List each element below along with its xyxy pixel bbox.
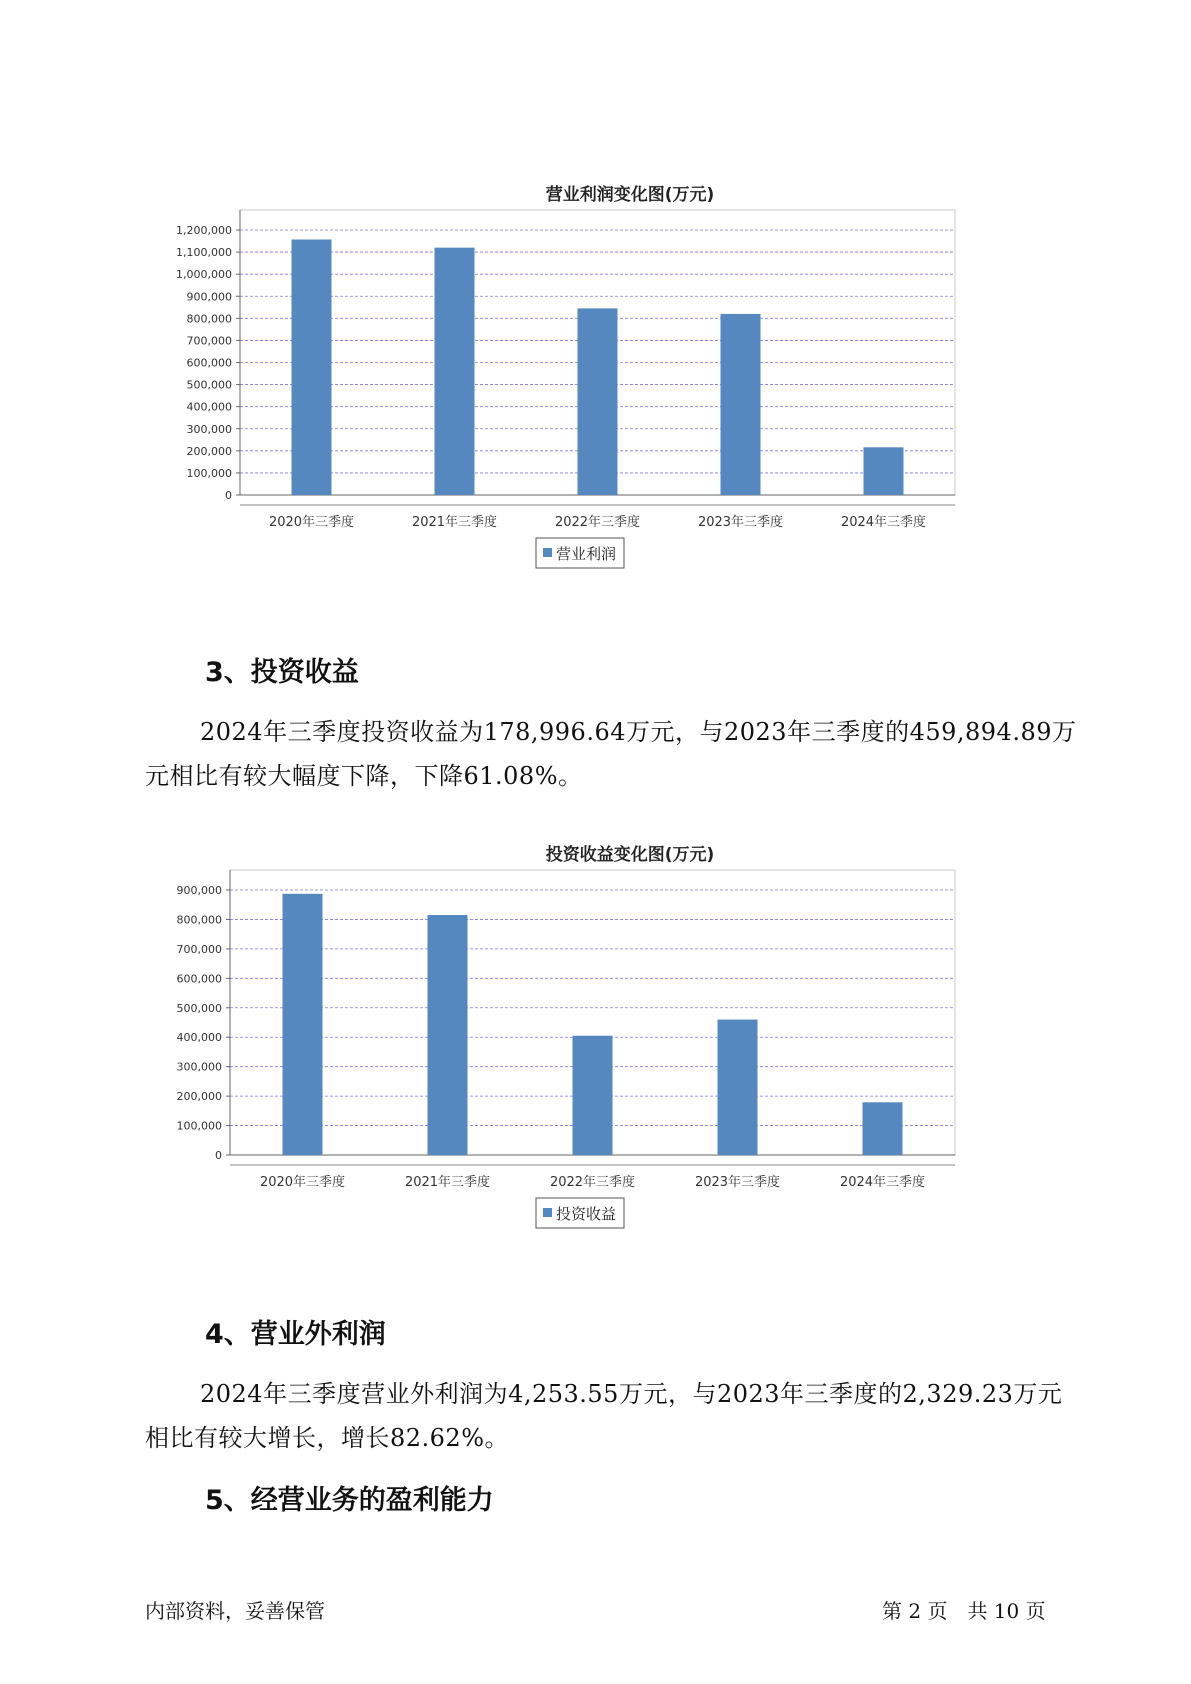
y-tick-label: 400,000 xyxy=(186,400,232,414)
bar xyxy=(573,1036,613,1155)
bar xyxy=(718,1020,758,1155)
y-tick-label: 200,000 xyxy=(176,1090,222,1104)
section-5-heading: 5、经营业务的盈利能力 xyxy=(205,1485,494,1516)
section-3-paragraph: 2024年三季度投资收益为178,996.64万元，与2023年三季度的459,894.89万元相比有较大幅度下降，下降61.08%。 xyxy=(145,718,1077,790)
y-tick-label: 800,000 xyxy=(186,312,232,326)
bar xyxy=(292,239,332,495)
operating-profit-chart xyxy=(160,170,1040,620)
x-category-label: 2023年三季度 xyxy=(697,515,784,530)
y-tick-label: 100,000 xyxy=(186,466,232,480)
chart-title: 投资收益变化图(万元) xyxy=(545,845,715,865)
legend-swatch xyxy=(543,548,552,557)
y-tick-label: 900,000 xyxy=(176,884,222,897)
y-tick-label: 900,000 xyxy=(186,290,232,304)
y-tick-label: 300,000 xyxy=(186,422,232,436)
y-tick-label: 200,000 xyxy=(186,444,232,458)
section-4-heading: 4、营业外利润 xyxy=(205,1319,386,1350)
legend xyxy=(536,538,624,568)
y-tick-label: 700,000 xyxy=(176,942,222,956)
x-category-label: 2022年三季度 xyxy=(554,515,641,530)
y-tick-label: 0 xyxy=(215,1149,222,1162)
bar xyxy=(863,1102,903,1155)
y-tick-label: 1,000,000 xyxy=(176,268,232,282)
legend-label: 营业利润 xyxy=(556,545,617,563)
y-tick-label: 300,000 xyxy=(176,1060,222,1074)
operating-profit-chart-svg xyxy=(160,170,1040,620)
y-tick-label: 400,000 xyxy=(176,1031,222,1045)
y-tick-label: 1,100,000 xyxy=(176,246,232,260)
x-category-label: 2021年三季度 xyxy=(411,515,498,530)
y-tick-label: 600,000 xyxy=(176,972,222,986)
x-category-label: 2024年三季度 xyxy=(839,1175,926,1190)
footer-page-number: 第 2 页 共 10 页 xyxy=(882,1599,1046,1623)
legend-label: 投资收益 xyxy=(556,1205,617,1223)
y-tick-label: 0 xyxy=(225,489,232,502)
legend xyxy=(536,1198,624,1228)
bar xyxy=(283,894,323,1155)
bar xyxy=(721,314,761,495)
x-category-label: 2023年三季度 xyxy=(694,1175,781,1190)
bar xyxy=(428,915,468,1155)
y-tick-label: 1,200,000 xyxy=(176,224,232,237)
y-tick-label: 700,000 xyxy=(186,334,232,348)
y-tick-label: 100,000 xyxy=(176,1119,222,1133)
bar xyxy=(578,308,618,495)
legend-swatch xyxy=(543,1208,552,1217)
chart-title: 营业利润变化图(万元) xyxy=(545,185,715,205)
investment-income-chart-svg xyxy=(160,830,1040,1280)
y-tick-label: 600,000 xyxy=(186,356,232,370)
y-tick-label: 500,000 xyxy=(186,378,232,392)
x-category-label: 2022年三季度 xyxy=(549,1175,636,1190)
bar xyxy=(435,248,475,495)
section-4-paragraph: 2024年三季度营业外利润为4,253.55万元，与2023年三季度的2,329.23万元相比有较大增长，增长82.62%。 xyxy=(145,1380,1063,1452)
investment-income-chart xyxy=(160,830,1040,1280)
section-3-heading: 3、投资收益 xyxy=(205,657,359,688)
x-category-label: 2021年三季度 xyxy=(404,1175,491,1190)
footer-confidential-note: 内部资料，妥善保管 xyxy=(145,1599,325,1623)
bar xyxy=(864,447,904,495)
x-category-label: 2024年三季度 xyxy=(840,515,927,530)
y-tick-label: 500,000 xyxy=(176,1001,222,1015)
x-category-label: 2020年三季度 xyxy=(268,515,355,530)
y-tick-label: 800,000 xyxy=(176,913,222,927)
x-category-label: 2020年三季度 xyxy=(259,1175,346,1190)
